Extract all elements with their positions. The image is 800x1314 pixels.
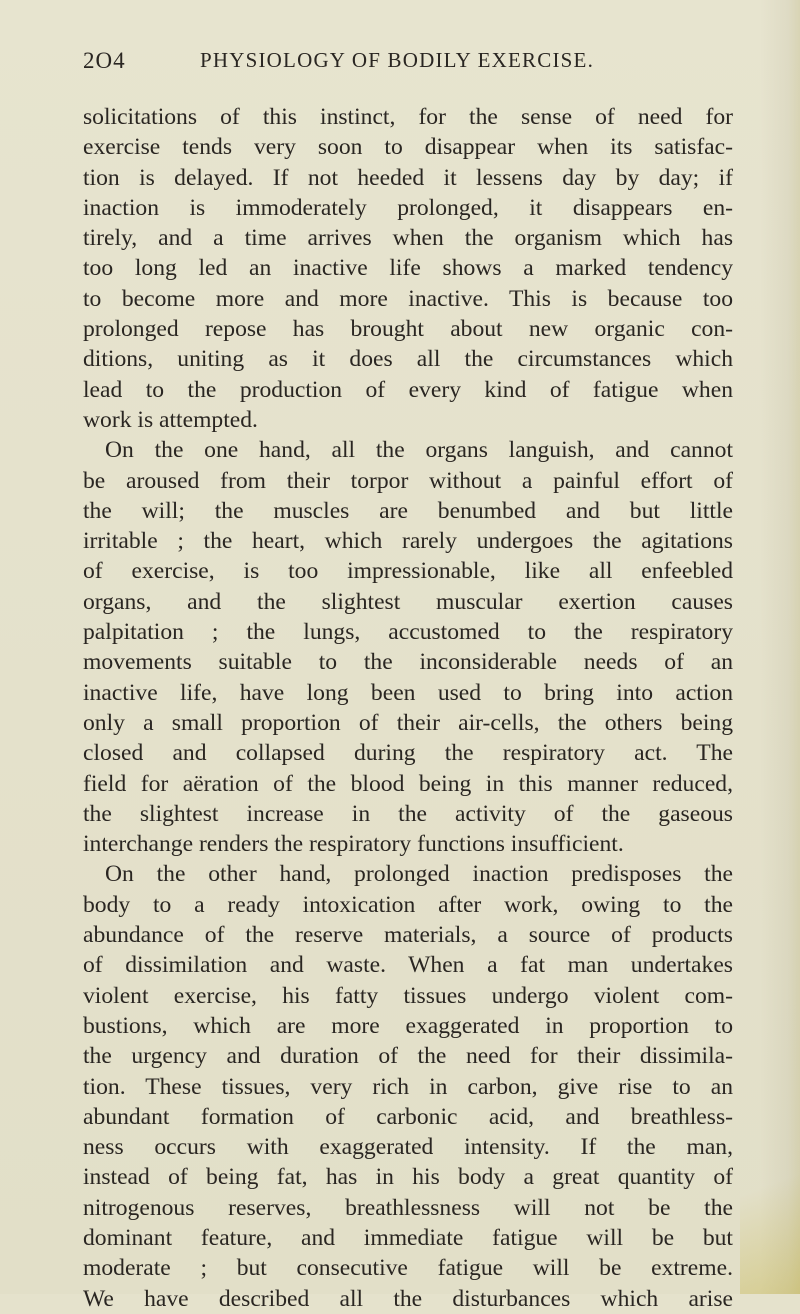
text-line: violent exercise, his fatty tissues undergo violent com- bbox=[83, 982, 733, 1009]
text-line: of exercise, is too impressionable, like all enfeebled bbox=[83, 558, 733, 585]
text-line: the slightest increase in the activity of the gaseous bbox=[83, 800, 733, 827]
running-head: PHYSIOLOGY OF BODILY EXERCISE. bbox=[200, 48, 595, 72]
text-line: field for aëration of the blood being in this manner reduced, bbox=[83, 770, 733, 797]
text-line: the urgency and duration of the need for their dissimila- bbox=[83, 1043, 733, 1070]
text-line: dominant feature, and immediate fatigue will be but bbox=[83, 1224, 733, 1251]
page-corner-tint bbox=[740, 1114, 800, 1294]
text-line: abundance of the reserve materials, a source of products bbox=[83, 922, 733, 949]
text-line: the will; the muscles are benumbed and but little bbox=[83, 497, 733, 524]
text-line: tion is delayed. If not heeded it lessens day by day; if bbox=[83, 164, 733, 191]
text-line: interchange renders the respiratory functions insufficient. bbox=[83, 831, 624, 858]
text-line: be aroused from their torpor without a painful effort of bbox=[83, 467, 733, 494]
text-line: inactive life, have long been used to bring into action bbox=[83, 679, 733, 706]
text-line: movements suitable to the inconsiderable needs of an bbox=[83, 649, 733, 676]
text-line: moderate ; but consecutive fatigue will be extreme. bbox=[83, 1255, 733, 1282]
page-number: 2O4 bbox=[83, 48, 126, 73]
text-line: instead of being fat, has in his body a great quantity of bbox=[83, 1164, 733, 1191]
body-text bbox=[83, 102, 733, 1314]
text-line: inaction is immoderately prolonged, it disappears en- bbox=[83, 194, 733, 221]
text-line: nitrogenous reserves, breathlessness will not be the bbox=[83, 1194, 733, 1221]
text-line: work is attempted. bbox=[83, 406, 258, 433]
text-line: body to a ready intoxication after work, owing to the bbox=[83, 891, 733, 918]
text-line: bustions, which are more exaggerated in proportion to bbox=[83, 1012, 733, 1039]
text-line: too long led an inactive life shows a marked tendency bbox=[83, 255, 733, 282]
page-edge-shadow bbox=[760, 0, 800, 1294]
text-line: of dissimilation and waste. When a fat man undertakes bbox=[83, 952, 733, 979]
text-line: lead to the production of every kind of fatigue when bbox=[83, 376, 733, 403]
text-line: We have described all the disturbances which arise bbox=[83, 1285, 733, 1312]
text-line: organs, and the slightest muscular exertion causes bbox=[83, 588, 733, 615]
page-header bbox=[83, 48, 733, 80]
text-line: abundant formation of carbonic acid, and breathless- bbox=[83, 1103, 733, 1130]
text-line: ness occurs with exaggerated intensity. If the man, bbox=[83, 1134, 733, 1161]
text-line: tirely, and a time arrives when the organism which has bbox=[83, 225, 733, 252]
text-line: ditions, uniting as it does all the circumstances which bbox=[83, 346, 733, 373]
text-line: On the one hand, all the organs languish, and cannot bbox=[105, 437, 733, 464]
text-line: solicitations of this instinct, for the sense of need for bbox=[83, 104, 733, 130]
text-line: to become more and more inactive. This is because too bbox=[83, 285, 733, 312]
text-line: On the other hand, prolonged inaction predisposes the bbox=[105, 861, 733, 888]
text-line: palpitation ; the lungs, accustomed to the respiratory bbox=[83, 619, 733, 646]
text-line: only a small proportion of their air-cells, the others being bbox=[83, 709, 733, 736]
text-line: exercise tends very soon to disappear when its satisfac- bbox=[83, 134, 733, 161]
text-line: irritable ; the heart, which rarely undergoes the agitations bbox=[83, 528, 733, 555]
text-line: tion. These tissues, very rich in carbon, give rise to an bbox=[83, 1073, 733, 1100]
text-line: closed and collapsed during the respiratory act. The bbox=[83, 740, 733, 767]
text-line: prolonged repose has brought about new organic con- bbox=[83, 316, 733, 343]
